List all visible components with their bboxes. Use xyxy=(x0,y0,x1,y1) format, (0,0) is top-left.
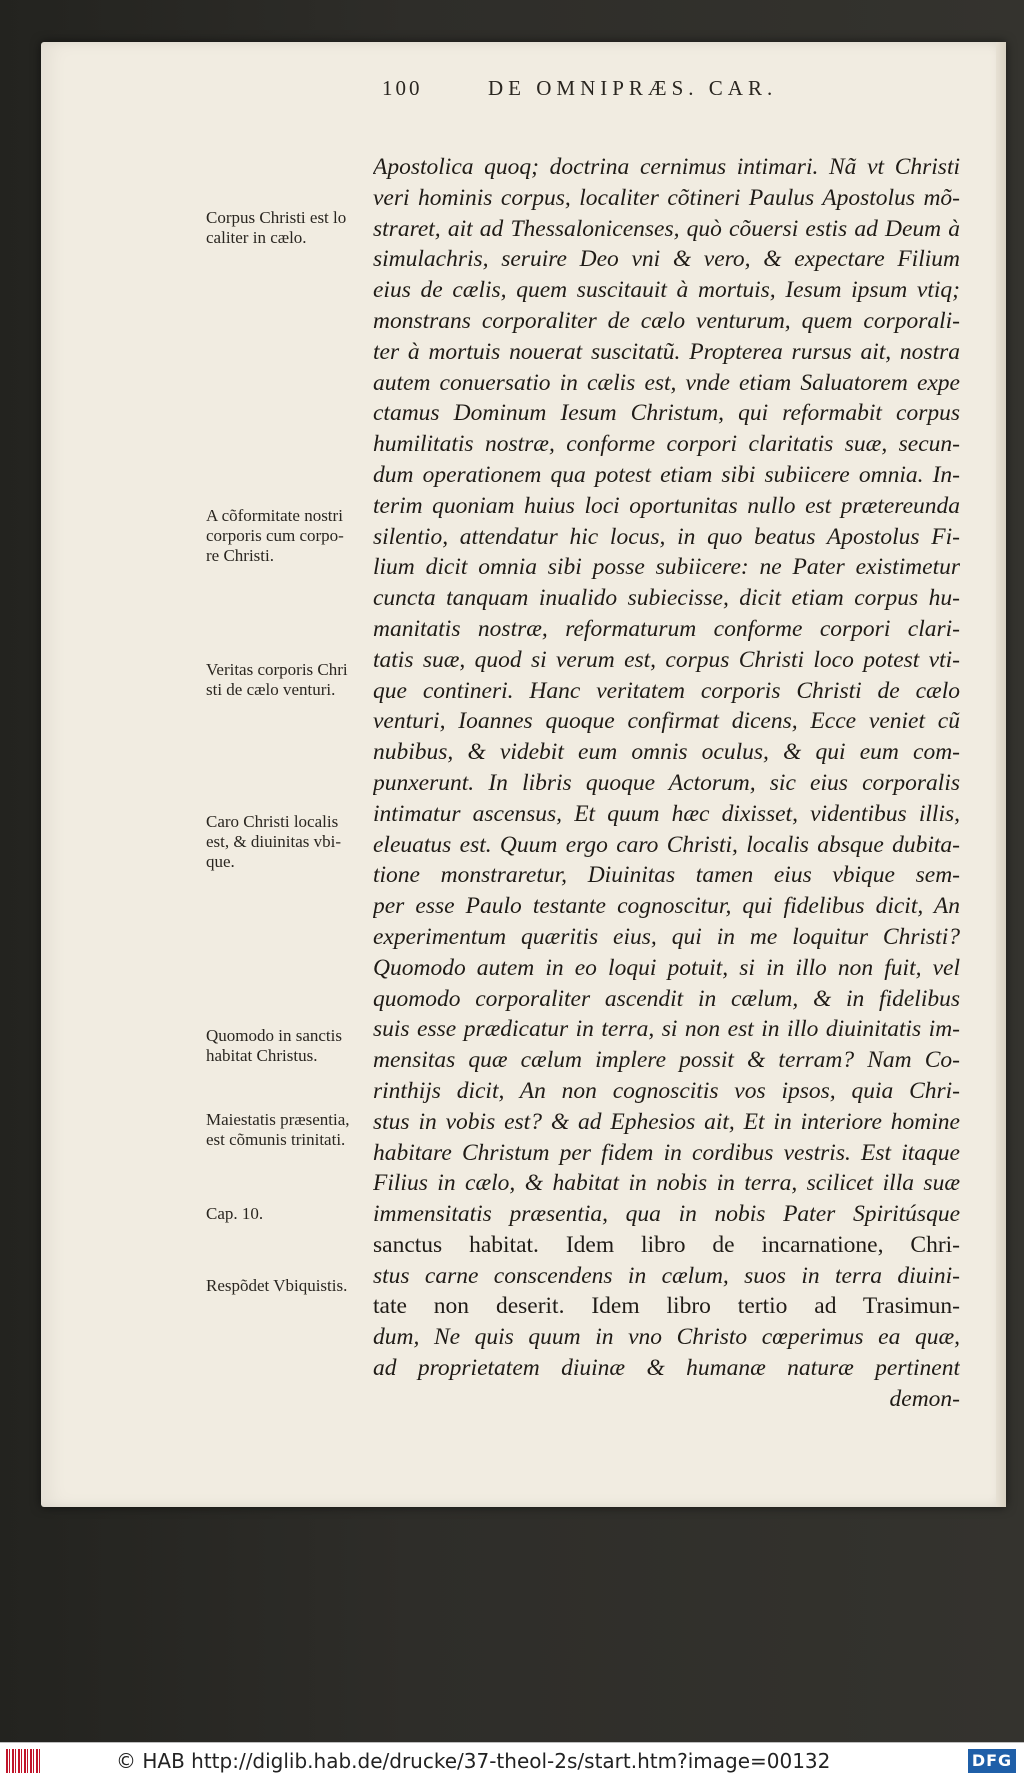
margin-note xyxy=(206,1110,376,1150)
margin-note-line: Quomodo in sanctis xyxy=(206,1026,342,1045)
margin-note-line: sti de cælo venturi. xyxy=(206,680,336,699)
text-line: autem conuersatio in cælis est, vnde etiam Saluatorem expe xyxy=(373,369,960,396)
dfg-logo: DFG xyxy=(968,1749,1016,1773)
text-line: stus carne conscendens in cælum, suos in terra diuini- xyxy=(373,1262,960,1289)
margin-note xyxy=(206,660,376,700)
text-line: straret, ait ad Thessalonicenses, quò cõuersi estis ad Deum à xyxy=(373,215,960,242)
source-credit[interactable]: © HAB http://diglib.hab.de/drucke/37-theol-2s/start.htm?image=00132 xyxy=(116,1749,831,1773)
text-line: simulachris, seruire Deo vni & vero, & expectare Filium xyxy=(373,246,960,273)
text-line: Apostolica quoq; doctrina cernimus intimari. Nã vt Christi xyxy=(373,154,960,180)
margin-note-line: est, & diuinitas vbi- xyxy=(206,832,342,851)
text-line: venturi, Ioannes quoque confirmat dicens, Ecce veniet cũ xyxy=(373,708,960,735)
margin-note-line: Cap. 10. xyxy=(206,1204,264,1223)
text-line: Quomodo autem in eo loqui potuit, si in illo non fuit, vel xyxy=(373,954,960,981)
text-line: que contineri. Hanc veritatem corporis Christi de cælo xyxy=(373,677,960,704)
text-line: mensitas quæ cælum implere possit & terram? Nam Co- xyxy=(373,1047,960,1074)
margin-note-line: que. xyxy=(206,852,235,871)
text-line: veri hominis corpus, localiter cõtineri Paulus Apostolus mõ- xyxy=(373,184,960,211)
margin-note-line: caliter in cælo. xyxy=(206,228,307,247)
text-line: tatis suæ, quod si verum est, corpus Christi loco potest vti- xyxy=(373,646,960,673)
barcode-logo-icon xyxy=(6,1749,40,1773)
margin-note-line: Veritas corporis Chri xyxy=(206,660,348,679)
margin-note xyxy=(206,1026,376,1066)
text-line: lium dicit omnia sibi posse subiicere: ne Pater existimetur xyxy=(373,554,960,581)
margin-note-line: habitat Christus. xyxy=(206,1046,318,1065)
text-line: suis esse prædicatur in terra, si non est in illo diuinitatis im- xyxy=(373,1016,960,1043)
text-line: terim quoniam huius loci oportunitas nullo est prætereunda xyxy=(373,492,960,519)
margin-note-line: corporis cum corpo- xyxy=(206,526,344,545)
margin-note-line: est cõmunis trinitati. xyxy=(206,1130,346,1149)
text-line: nubibus, & videbit eum omnis oculus, & qui eum com- xyxy=(373,739,960,766)
margin-note-line: Caro Christi localis xyxy=(206,812,339,831)
text-line: cuncta tanquam inualido subiecisse, dicit etiam corpus hu- xyxy=(373,585,960,612)
body-text xyxy=(373,152,960,1415)
page-header xyxy=(340,76,980,102)
margin-note-line: re Christi. xyxy=(206,546,274,565)
text-line: tione monstraretur, Diuinitas tamen eius vbique sem- xyxy=(373,862,960,889)
margin-note xyxy=(206,208,376,248)
margin-note-line: Respõdet Vbiquistis. xyxy=(206,1276,348,1295)
margin-note-line: Maiestatis præsentia, xyxy=(206,1110,350,1129)
text-line: monstrans corporaliter de cælo venturum, quem corporali- xyxy=(373,307,960,334)
margin-note xyxy=(206,1204,376,1224)
text-line: tate non deserit. Idem libro tertio ad Trasimun- xyxy=(373,1293,960,1320)
text-line: ad proprietatem diuinæ & humanæ naturæ pertinent xyxy=(373,1355,960,1382)
margin-note xyxy=(206,506,376,566)
text-line: dum, Ne quis quum in vno Christo cœperimus ea quæ, xyxy=(373,1324,960,1351)
text-line: intimatur ascensus, Et quum hæc dixisset, videntibus illis, xyxy=(373,800,960,827)
text-line: stus in vobis est? & ad Ephesios ait, Et in interiore homine xyxy=(373,1108,960,1135)
text-line: Filius in cælo, & habitat in nobis in terra, scilicet illa suæ xyxy=(373,1170,960,1197)
text-line: experimentum quæritis eius, qui in me loquitur Christi? xyxy=(373,923,960,950)
text-line: ctamus Dominum Iesum Christum, qui reformabit corpus xyxy=(373,400,960,427)
text-line: humilitatis nostræ, conforme corpori claritatis suæ, secun- xyxy=(373,431,960,458)
text-line: habitare Christum per fidem in cordibus vestris. Est itaque xyxy=(373,1139,960,1166)
text-line: quomodo corporaliter ascendit in cælum, & in fidelibus xyxy=(373,985,960,1012)
text-line: punxerunt. In libris quoque Actorum, sic eius corporalis xyxy=(373,769,960,796)
text-line: eius de cælis, quem suscitauit à mortuis, Iesum ipsum vtiq; xyxy=(373,277,960,304)
page-edge xyxy=(996,42,1006,1507)
text-line: silentio, attendatur hic locus, in quo beatus Apostolus Fi- xyxy=(373,523,960,550)
text-line: dum operationem qua potest etiam sibi subiicere omnia. In- xyxy=(373,461,960,488)
footer-bar xyxy=(0,1742,1024,1779)
margin-note xyxy=(206,1276,376,1296)
text-line: eleuatus est. Quum ergo caro Christi, localis absque dubita- xyxy=(373,831,960,858)
text-line: immensitatis præsentia, qua in nobis Pater Spiritúsque xyxy=(373,1201,960,1228)
page-number: 100 xyxy=(382,76,423,100)
text-line: rinthijs dicit, An non cognoscitis vos ipsos, quia Chri- xyxy=(373,1077,960,1104)
margin-note-line: A cõformitate nostri xyxy=(206,506,343,525)
margin-note xyxy=(206,812,376,872)
text-line: ter à mortuis nouerat suscitatũ. Propterea rursus ait, nostra xyxy=(373,338,960,365)
text-line: sanctus habitat. Idem libro de incarnatione, Chri- xyxy=(373,1231,960,1258)
text-line: per esse Paulo testante cognoscitur, qui fidelibus dicit, An xyxy=(373,893,960,920)
running-head: DE OMNIPRÆS. CAR. xyxy=(488,76,778,100)
text-line: manitatis nostræ, reformaturum conforme corpori clari- xyxy=(373,615,960,642)
margin-note-line: Corpus Christi est lo xyxy=(206,208,347,227)
catchword: demon- xyxy=(889,1385,960,1412)
